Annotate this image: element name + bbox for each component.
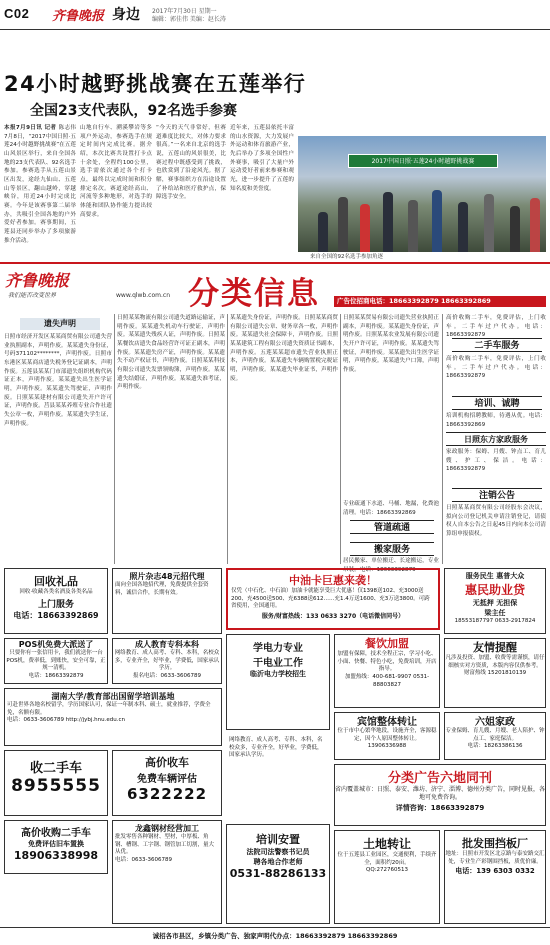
classified-url: www.qlwb.com.cn — [116, 292, 170, 299]
ad-food-text: 加盟有保障，技术全程正宗，学习小吃、小面、快餐、特色小吃，免费培训，开店指导。 — [337, 651, 437, 673]
ad-land-transfer — [334, 830, 440, 924]
ad-recycle-title: 回收礼品 — [34, 575, 78, 588]
ad-used-car-high-price — [112, 750, 222, 816]
article-text-4: 近年来，五莲县依托丰富的山水资源，大力发展户外运动和体育旅游产业，先后举办了多项全国性户外赛事，吸引了大量户外运动爱好者前来参赛和观光，进一步提升了五莲的知名度和美誉度。 — [230, 125, 294, 192]
car-text-top — [446, 314, 546, 339]
ad-hunan-text: 可赴世界各地名校留学，学历国家认可，保证一年制本科、硕士，就业推荐，学费全免，名额有限。 — [7, 702, 211, 716]
ad-six-city — [334, 764, 546, 826]
lost-text-2: 日照某某物流有限公司遗失道路运输证，声明作废。某某遗失机动车行驶证，声明作废。某某遗失残疾人证，声明作废。日照某某餐饮店遗失食品经营许可证正副本，声明作废。某某遗失房产证，声明作废。某某遗失不动产权证书，声明作废。日照某某科技有限公司遗失发票领购簿，声明作废。某某遗失结婚证，声明作废。某某遗失准考证，声明作废。 — [117, 315, 225, 391]
ad-fence-title: 批发围挡板厂 — [462, 837, 528, 850]
jobs-heading: 日照东方家政服务 — [446, 432, 546, 446]
article-column-2 — [80, 124, 152, 260]
page-number: C02 — [4, 6, 30, 21]
ad-photo-text: 面向全国各地招代理，免费提供全套资料，诚信合作，长期有效。 — [115, 582, 209, 596]
classified-slogan: 我们能否改变世界 — [8, 292, 57, 299]
cancel-text — [446, 504, 546, 564]
ad-classify-title: 分类广告六地同刊 — [387, 771, 492, 786]
ad-photo-title: 照片杂志48元招代理 — [129, 572, 205, 581]
lost-column-1 — [4, 333, 112, 563]
section-name: 身边 — [112, 7, 140, 23]
jobs-text — [446, 448, 546, 486]
ad-used-car-buy — [4, 750, 108, 816]
secondhand-text-body: 高价收购二手车，免费评估，上门收车。二手车过户代办。电话：18663392879 — [446, 356, 546, 380]
ad-remind-phone: 财富热线 15201810139 — [463, 670, 527, 677]
ad-hotel-text: 位于市中心繁华地段，设施齐全，客源稳定，因个人原因整体转让。 — [337, 728, 437, 742]
ad-elec-title: 学电力专业 — [253, 643, 303, 654]
ad-used-car-3 — [4, 820, 108, 874]
ad-loan-title: 服务民生 惠普大众 — [465, 572, 525, 580]
ad-training-sub2: 聘各地合作老师 — [253, 858, 303, 866]
ad-loan-phone: 18553187797 0633-2917824 — [454, 618, 536, 624]
ad-remind-text: 凡涉及投资、加盟、收费等需谨慎，请仔细核实对方资质，本版内容仅供参考。 — [445, 655, 545, 669]
ad-six-phone: 电话：18263386136 — [467, 743, 523, 750]
ad-pos-title: POS机免费大派送了 — [18, 640, 94, 649]
header-meta — [152, 8, 226, 24]
ad-training-phone: 0531-88286133 — [229, 867, 327, 880]
secondhand-text — [446, 355, 546, 395]
classified-title: 分类信息 — [188, 276, 320, 312]
ad-land-phone: QQ:272760513 — [365, 867, 408, 874]
ad-housekeeping — [444, 712, 546, 760]
ad-photo-agent — [112, 568, 222, 634]
ad-usedcar-number: 8955555 — [11, 776, 101, 796]
ad-recycle-line: 回收·收藏各类名酒及各类名品 — [19, 589, 93, 595]
ad-reminder — [444, 638, 546, 708]
ad-loan-contact: 梁主任 — [484, 609, 506, 617]
lost-text-1: 日照市经济开发区某某商贸有限公司遗失营业执照副本，声明作废。某某遗失身份证，号码371102********，声明作废。日照市东港区某某商店遗失税务登记证副本，声明作废。五莲县某某门市部遗失组织机构代码证正本，声明作废。某某遗失出生医学证明，声明作废。某某遗失驾驶证，声明作废。日照某某建材有限公司遗失开户许可证，声明作废。莒县某某养殖专业合作社遗失公章一枚，声明作废。某某遗失学生证，声明作废。 — [4, 334, 112, 427]
newspaper-logo: 齐鲁晚报 — [52, 9, 105, 24]
ad-school-enrol — [226, 734, 330, 820]
ad-recycle-phone: 电话：18663392869 — [13, 610, 99, 620]
ad-usedcar2-number: 6322222 — [126, 785, 208, 803]
ad-pos — [4, 638, 108, 684]
editor-line: 编辑：郭佳伟 美编：赵长涛 — [152, 15, 226, 23]
ad-food-phone: 加盟热线：400-681-9907 0531-88803827 — [344, 674, 430, 688]
ad-fence-text: 地址：日照市开发区北京路与泰安路交汇处，专业生产彩钢围挡板，质优价廉。 — [445, 851, 545, 865]
jobs-text-body: 家政服务：保姆、月嫂、钟点工、育儿嫂、护工、保洁。电话：18663392879 — [446, 449, 546, 473]
lost-column-2 — [117, 314, 225, 564]
article-title: 24小时越野挑战赛在五莲举行 — [4, 72, 307, 96]
article-column-3 — [156, 124, 226, 260]
ad-fuel-line2: 服务/财富热线：133 0633 3270（电话微信同号） — [261, 613, 405, 621]
ad-edu-text: 网络教育、成人高考、专科、本科，名校众多，专业齐全，好毕业，学费低，国家承认学历。 — [114, 650, 220, 672]
article-text-3: “今天的天气非常好，但赛道难度比较大，对体力要求很高。”一名来自北京的选手说，五莲山的风景很美，比赛过程中既感受到了挑战，也欣赏到了沿途风光。据了解，赛事组织方在沿途设置了补给站和医疗救护点，保障选手安全。 — [156, 125, 226, 201]
ad-steel-text: 批发零售各种钢材、型材，中厚板、角钢、槽钢、工字钢、钢管加工切割，量大从优。 — [115, 834, 215, 856]
ad-fuel-line1: 仅凭（中石化、中石油）加油卡就能享受巨大优惠！仅1398送102、充3000送200、充4500送500、充6388送612……充1.4万送1600、充3万送3800。可跨省使用，全国通用。 — [231, 588, 430, 610]
ad-hotel-phone: 13906336988 — [367, 743, 407, 750]
ad-steel-title: 龙鑫钢材经营加工 — [135, 824, 199, 833]
ad-edu-phone: 报名电话：0633-3606789 — [133, 673, 201, 680]
ad-hotel-transfer — [334, 712, 440, 760]
lost-text-3: 某某遗失身份证，声明作废。日照某某商贸有限公司遗失公章、财务章各一枚，声明作废。某某遗失社会保障卡，声明作废。日照某某建筑工程有限公司遗失资质证书副本，声明作废。五莲某某超市遗失营业执照正本，声明作废。某某遗失车辆购置税完税证明，声明作废。某某遗失毕业证书，声明作废。 — [230, 315, 338, 382]
ad-loan — [444, 568, 546, 634]
page-header — [0, 0, 550, 30]
ad-edu-title: 成人教育专科本科 — [135, 640, 199, 649]
article-column-1 — [4, 124, 76, 260]
ad-fence-phone: 电话：139 6303 0332 — [455, 867, 535, 876]
ad-pos-phone: 电话：18663392879 — [28, 673, 84, 680]
ad-hunan-phone: 电话：0633-3606789 http://jybj.hnu.edu.cn — [7, 717, 125, 724]
pipe-text-body: 专业疏通下水道、马桶、地漏，化粪池清理。电话：18663392869 — [343, 501, 439, 516]
classified-logo: 齐鲁晚报 — [5, 271, 70, 290]
ad-elec-sub: 临沂电力学校招生 — [250, 670, 306, 678]
ad-fence-board — [444, 830, 546, 924]
pipe-text — [343, 500, 439, 518]
ad-land-title: 土地转让 — [362, 837, 411, 851]
ad-recycle-sub: 上门服务 — [37, 599, 74, 610]
issue-date: 2017年7月30日 星期一 — [152, 8, 217, 15]
ad-usedcar2-title: 高价收车 — [145, 756, 189, 769]
ad-usedcar-title: 收二手车 — [29, 761, 82, 776]
article-text-2: 山地自行车、溯溪攀岩等多项户外运动，参赛选手在规定时间内完成比赛。据介绍，本次比赛共设置打卡点十余处，全程约100公里，选手需依次通过各个打卡点，最终以完成时间和积分排定名次。赛道途经高山、河流等多种地形，对选手的体能和团队协作能力提出较高要求。 — [80, 125, 152, 218]
ad-steel — [112, 820, 222, 924]
ad-elec-big: 干电业工作 — [253, 658, 303, 669]
ad-fuel-card — [226, 568, 440, 630]
ad-usedcar3-title: 高价收购二手车 — [21, 828, 91, 839]
article-text-1: 陈志伟 7月8日，“2017中国日照·五莲24小时越野挑战赛”在五莲山风景区举行，来自全国各地的23支代表队、92名选手参加。参赛选手从五莲山景区出发，途经九仙山、五莲山等景区，翻山越岭，穿越峡谷，用近24小时完成比赛。今年是该赛事第二届举办，共吸引全国各地的户外爱好者参加。赛事期间，五莲县还同步举办了多项旅游推介活动。 — [4, 125, 76, 244]
training-text-body: 培训机构招聘教师，待遇从优。电话：18663392869 — [446, 413, 546, 428]
ad-training-title: 培训安置 — [256, 833, 300, 846]
ad-steel-phone: 电话：0633-3606789 — [115, 857, 172, 864]
cancel-text-body: 日照某某商贸有限公司经股东会决议，拟向公司登记机关申请注销登记，请债权人自本公告之日起45日内向本公司清算组申报债权。 — [446, 505, 546, 537]
photo-caption: 来自全国的92名选手参加角逐 — [310, 254, 383, 260]
article-subtitle: 全国23支代表队，92名选手参赛 — [30, 103, 237, 119]
ad-loan-sub: 无抵押 无担保 — [472, 599, 518, 607]
byline: 本报7月9日讯 记者 — [4, 125, 57, 131]
ad-classify-text: 省内覆盖城市：日照、泰安、潍坊、济宁、淄博、德州分类广告，同时见报，各地可免费咨询。 — [335, 786, 546, 802]
ad-remind-title: 友情提醒 — [473, 641, 517, 654]
moving-text-body: 居民搬家、单位搬迁、长途搬运，专业吊装。电话：18663392879 — [343, 558, 439, 573]
ad-training-placement — [226, 824, 330, 924]
ad-land-text: 位于五莲县工业园区，交通便利，手续齐全，面积约20亩。 — [337, 852, 437, 866]
ad-pos-text: 只要你有一张信用卡，我们就送你一台POS机，费率低，到账快，安全可靠，正规一清机。 — [6, 650, 106, 672]
ad-loan-big: 惠民助业贷 — [464, 583, 525, 597]
ad-classify-phone: 详情咨询：18663392879 — [395, 803, 485, 812]
photo-banner: 2017中国日照·五莲24小时越野挑战赛 — [348, 154, 498, 168]
ad-recycle-gifts — [4, 568, 108, 634]
ad-usedcar3-sub: 免费评估旧车置换 — [28, 840, 84, 848]
pipe-heading: 管道疏通 — [350, 520, 434, 534]
ad-adult-edu — [112, 638, 222, 684]
ad-usedcar2-big: 免费车辆评估 — [137, 774, 197, 785]
lost-statement-heading: 遗失声明 — [20, 318, 100, 330]
secondhand-heading: 二手车服务 — [452, 338, 542, 352]
ad-usedcar3-phone: 18906338998 — [13, 849, 99, 862]
race-photo — [298, 136, 546, 252]
ad-six-text: 专业保姆、育儿嫂、月嫂、老人陪护、钟点工、家庭保洁。 — [445, 728, 545, 742]
ad-food-title: 餐饮加盟 — [365, 637, 409, 650]
ad-training-sub: 法院司法警察书记员 — [246, 848, 310, 856]
page-footer: 诚招各市县区，乡镇分类广告、独家声明代办点：18663392879 18663392869 — [0, 927, 550, 944]
moving-text — [343, 557, 439, 573]
moving-heading: 搬家服务 — [350, 542, 434, 556]
ad-catering — [334, 634, 440, 708]
ad-six-title: 六姐家政 — [475, 717, 515, 728]
ad-fuel-title: 中油卡巨惠来袭！ — [289, 574, 377, 587]
ad-hotel-title: 宾馆整体转让 — [357, 717, 417, 728]
ad-hunan-university — [4, 688, 222, 746]
article-column-4 — [230, 124, 294, 260]
ad-school-text: 网络教育、成人高考、专科、本科，名校众多，专业齐全，好毕业，学费低，国家承认学历。 — [229, 737, 323, 759]
classified-hotline: 广告位招商电话：18663392879 18663392869 — [334, 296, 546, 307]
car-text-body: 高价收购二手车，免费评估，上门收车。二手车过户代办。电话：18663392879 — [446, 315, 546, 339]
ad-electric-school — [226, 634, 330, 730]
ad-hunan-title: 湖南大学/教育部出国留学培训基地 — [51, 692, 175, 701]
training-text — [446, 412, 546, 432]
lost-column-4 — [343, 314, 439, 514]
lost-column-3 — [230, 314, 338, 564]
lost-text-4: 日照某某贸易有限公司遗失营业执照正副本，声明作废。某某遗失身份证，声明作废。日照某某农业发展有限公司遗失开户许可证，声明作废。某某遗失驾驶证，声明作废。某某遗失出生医学证明，声明作废。某某遗失户口簿，声明作废。 — [343, 315, 439, 373]
cancel-heading: 注销公告 — [452, 488, 542, 502]
training-heading: 培训、诚聘 — [452, 396, 542, 410]
